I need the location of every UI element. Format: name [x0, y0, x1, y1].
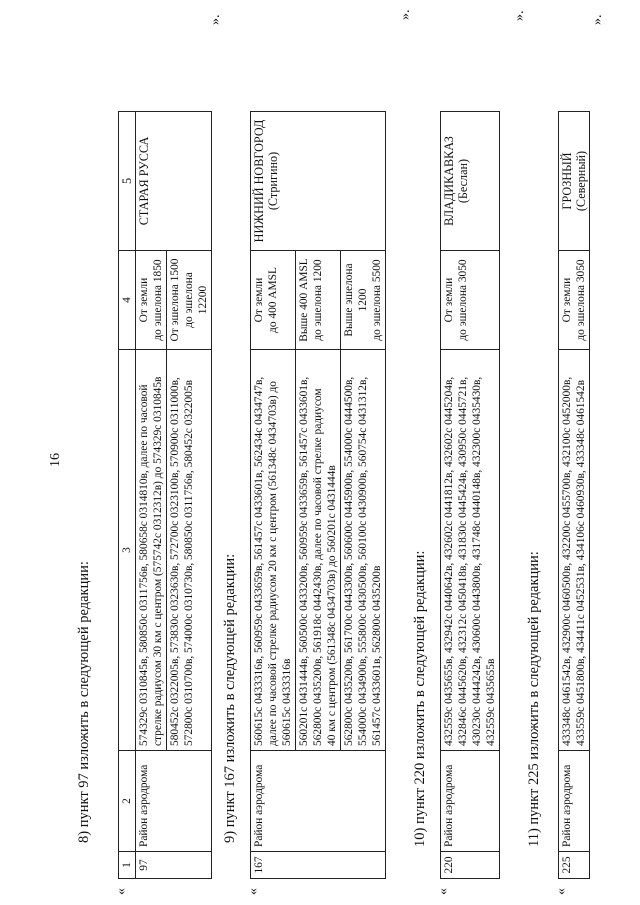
airport-title: НИЖНИЙ НОВГОРОД [252, 119, 266, 243]
airport-name [251, 112, 386, 251]
boundary-coordinates [441, 350, 500, 751]
coordinate-line: 562800с 0435200в, 561700с 0443300в, 560600с 0445900в, 554000с 0444500в, [343, 376, 355, 746]
coordinate-line: 562800с 0435200в, 561918с 0442430в, далее по часовой стрелке радиусом [312, 388, 324, 746]
district-name: Район аэродрома [559, 751, 590, 852]
item-number: 167 [251, 852, 386, 879]
coordinate-line: 554000с 0434900в, 555800с 0430500в, 560100с 0430900в, 560754с 0431312в, [357, 376, 369, 746]
airport-subtitle: (Северный) [574, 150, 588, 212]
table-row [251, 112, 296, 879]
opening-quote: « [246, 888, 261, 895]
limit-line: Выше 400 AMSL [298, 258, 310, 342]
airport-title: ГРОЗНЫЙ [560, 152, 574, 210]
limit-line: От земли [138, 277, 150, 323]
section-heading: 9) пункт 167 изложить в следующей редакции: [222, 553, 238, 843]
vertical-limits [441, 251, 500, 350]
opening-quote: « [554, 888, 569, 895]
coordinate-line: 432846с 0445620в, 432312с 0450418в, 431830с 0445424в, 430950с 0445721в, [457, 376, 469, 746]
limit-line: Выше эшелона [343, 263, 355, 337]
vertical-limits [136, 251, 167, 350]
boundary-coordinates [296, 350, 341, 751]
airport-name [441, 112, 500, 251]
vertical-limits [559, 251, 590, 350]
limit-line: От земли [443, 277, 455, 323]
coordinate-line: 430230с 0444242в, 430600с 0443800в, 431748с 0440148в, 432300с 0435430в, [471, 376, 483, 746]
section-heading: 8) пункт 97 изложить в следующей редакции: [76, 561, 92, 843]
coordinate-line: 561457с 0433601в, 562800с 0435200в [371, 565, 383, 746]
coordinate-line: 574329с 0310845в, 580850с 0311756в, 580658с 0314810в, далее по часовой [138, 384, 150, 746]
opening-quote: « [436, 888, 451, 895]
limit-line: до эшелона 1850 [152, 259, 164, 341]
column-number: 1 [119, 852, 136, 879]
airspace-table [118, 111, 212, 879]
closing-quote: ». [398, 9, 413, 20]
coordinate-line: стрелке радиусом 30 км с центром (575742с 0312312в) до 574329с 0310845в [152, 376, 164, 746]
airspace-table [558, 111, 590, 879]
column-number: 2 [119, 751, 136, 852]
airport-title: СТАРАЯ РУССА [137, 136, 151, 226]
airport-name [136, 112, 212, 251]
coordinate-line: 433559с 0451800в, 434411с 0452531в, 434106с 0460930в, 433348с 0461542в [575, 380, 587, 746]
boundary-coordinates [167, 350, 212, 751]
vertical-limits [251, 251, 296, 350]
coordinate-line: 572800с 0310700в, 574000с 0310730в, 580850с 0311756в, 580452с 0322005в [183, 380, 195, 746]
closing-quote: ». [208, 14, 223, 25]
limit-line: до эшелона 3050 [457, 259, 469, 341]
vertical-limits [167, 251, 212, 350]
district-name: Район аэродрома [251, 751, 386, 852]
table-row [441, 112, 500, 879]
limit-line: до эшелона 1200 [312, 259, 324, 341]
coordinate-line: 580452с 0322005в, 573830с 0323630в, 572700с 0323100в, 570900с 0311000в, [169, 377, 181, 746]
item-number: 225 [559, 852, 590, 879]
coordinate-line: 560201с 0431444в, 560500с 0433200в, 560959с 0433659в, 561457с 0433601в, [298, 376, 310, 746]
limit-line: 1200 [357, 288, 369, 312]
airspace-table [250, 111, 386, 879]
limit-line: От эшелона 1500 [169, 258, 181, 342]
airport-subtitle: (Беслан) [456, 158, 470, 204]
column-number: 4 [119, 251, 136, 350]
closing-quote: ». [512, 10, 527, 21]
coordinate-line: 560615с 0433316в, 560959с 0433659в, 561457с 0433601в, 562434с 0434747в, [253, 376, 265, 746]
limit-line: 12200 [197, 285, 209, 315]
airport-subtitle: (Стригино) [266, 151, 280, 211]
limit-line: От земли [253, 277, 265, 323]
boundary-coordinates [341, 350, 386, 751]
column-number: 3 [119, 350, 136, 751]
item-number: 220 [441, 852, 500, 879]
district-name: Район аэродрома [136, 751, 212, 852]
boundary-coordinates [559, 350, 590, 751]
coordinate-line: 40 км с центром (561348с 0434703в) до 560201с 0431444в [326, 465, 338, 746]
airport-title: ВЛАДИКАВКАЗ [442, 136, 456, 226]
vertical-limits [296, 251, 341, 350]
section-heading: 10) пункт 220 изложить в следующей редакции: [412, 550, 428, 847]
coordinate-line: 432559с 0435655в [485, 658, 497, 746]
limit-line: От земли [561, 277, 573, 323]
closing-quote: ». [590, 14, 605, 25]
table-header-row [119, 112, 136, 879]
table-row [136, 112, 167, 879]
coordinate-line: далее по часовой стрелке радиусом 20 км с центром (561348с 0434703в) до [267, 381, 279, 746]
limit-line: до эшелона [183, 272, 195, 328]
section-heading: 11) пункт 225 изложить в следующей редакции: [526, 551, 542, 847]
page-number: 16 [48, 453, 63, 467]
coordinate-line: 560615с 0433316в [281, 658, 293, 746]
airspace-table [440, 111, 500, 879]
opening-quote: « [114, 888, 129, 895]
boundary-coordinates [251, 350, 296, 751]
limit-line: до эшелона 3050 [575, 259, 587, 341]
boundary-coordinates [136, 350, 167, 751]
airport-name [559, 112, 590, 251]
vertical-limits [341, 251, 386, 350]
table-row [559, 112, 590, 879]
coordinate-line: 432559с 0435655в, 432942с 0440642в, 432602с 0441812в, 432602с 0445204в, [443, 376, 455, 746]
column-number: 5 [119, 112, 136, 251]
district-name: Район аэродрома [441, 751, 500, 852]
limit-line: до эшелона 5500 [371, 259, 383, 341]
item-number: 97 [136, 852, 212, 879]
limit-line: до 400 AMSL [267, 267, 279, 333]
coordinate-line: 433348с 0461542в, 432900с 0460500в, 432200с 0455700в, 432100с 0452000в, [561, 376, 573, 746]
